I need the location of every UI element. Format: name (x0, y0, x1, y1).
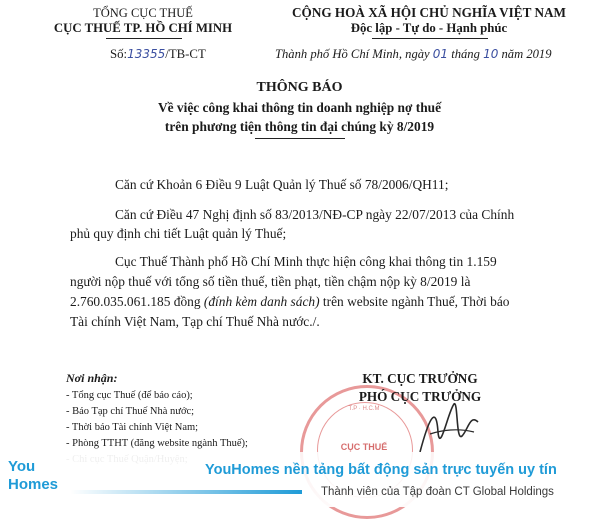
number-handwritten: 13355 (127, 47, 166, 61)
agency-underline (106, 38, 182, 39)
banner-accent-bar (70, 490, 302, 494)
date-mid: tháng (451, 47, 480, 61)
date-prefix: Thành phố Hồ Chí Minh, ngày (275, 47, 430, 61)
recipient-item: - Báo Tạp chí Thuế Nhà nước; (66, 406, 195, 417)
seal-center-text: CỤC THUẾ (340, 442, 388, 452)
number-suffix: /TB-CT (165, 47, 206, 61)
seal-arc-text: T.P · H.C.M (348, 406, 380, 412)
publication-channels: trên website ngành Thuế, Thời báo (319, 294, 510, 309)
date-day: 01 (432, 47, 449, 61)
total-amount: 2.760.035.061.185 đồng (70, 294, 204, 309)
banner-headline: YouHomes nền tảng bất động sản trực tuyến uy tín (205, 462, 557, 478)
recipients-label: Nơi nhận: (66, 371, 118, 385)
body-paragraph-3-line-3 (70, 292, 509, 312)
recipient-item: - Phòng TTHT (đăng website ngành Thuế); (66, 438, 248, 449)
date-suffix: năm 2019 (501, 47, 552, 61)
national-motto: Độc lập - Tự do - Hạnh phúc (350, 21, 508, 35)
title-underline (255, 138, 345, 139)
attachment-note: (đính kèm danh sách) (203, 294, 320, 309)
document-number (110, 47, 206, 62)
body-paragraph-2-line-1: Căn cứ Điều 47 Nghị định số 83/2013/NĐ-CP ngày 22/07/2013 của Chính (115, 207, 515, 222)
signature-title-2: PHÓ CỤC TRƯỞNG (358, 389, 482, 404)
recipient-item: - Tổng cục Thuế (để báo cáo); (66, 390, 193, 401)
youhomes-logo[interactable] (8, 458, 64, 502)
banner-tagline: Thành viên của Tập đoàn CT Global Holdings (321, 486, 554, 498)
signature-title-1: KT. CỤC TRƯỞNG (362, 371, 478, 386)
country-name: CỘNG HOÀ XÃ HỘI CHỦ NGHĨA VIỆT NAM (292, 5, 566, 20)
subject-line-2: trên phương tiện thông tin đại chúng kỳ 8/2019 (164, 119, 435, 134)
watermark-banner (0, 452, 599, 507)
body-paragraph-2-line-2: phủ quy định chi tiết Luật quản lý Thuế; (70, 226, 287, 241)
agency-name: CỤC THUẾ TP. HỒ CHÍ MINH (53, 21, 233, 35)
motto-underline (372, 38, 488, 39)
body-paragraph-1: Căn cứ Khoản 6 Điều 9 Luật Quản lý Thuế số 78/2006/QH11; (115, 177, 449, 192)
subject-line-1: Về việc công khai thông tin doanh nghiệp nợ thuế (157, 100, 442, 115)
recipient-item: - Thời báo Tài chính Việt Nam; (66, 422, 199, 433)
body-paragraph-3-line-1: Cục Thuế Thành phố Hồ Chí Minh thực hiện công khai thông tin 1.159 (115, 254, 497, 269)
number-prefix: Số: (110, 47, 128, 61)
body-paragraph-3-line-4: Tài chính Việt Nam, Tạp chí Thuế Nhà nước./. (70, 314, 320, 329)
date-month: 10 (483, 47, 499, 61)
body-paragraph-3-line-2: người nộp thuế với tổng số tiền thuế, tiền phạt, tiền chậm nộp kỳ 8/2019 là (70, 274, 471, 289)
issue-date (275, 47, 552, 62)
agency-parent: TỔNG CỤC THUẾ (93, 6, 193, 20)
logo-word-you: You (8, 458, 36, 475)
logo-word-homes: Homes (8, 476, 59, 493)
document-title: THÔNG BÁO (256, 80, 343, 95)
